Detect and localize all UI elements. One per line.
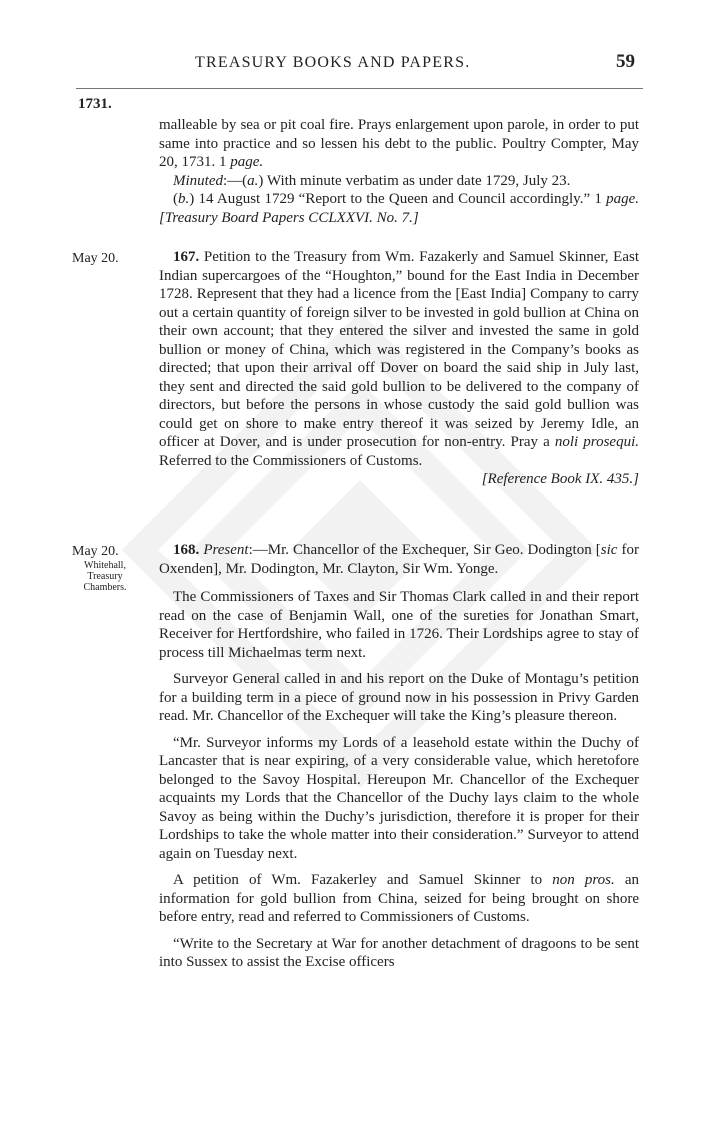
entry-168-number: 168. — [173, 542, 200, 558]
paragraph-3: “Mr. Surveyor informs my Lords of a leasehold estate within the Duchy of Lancaster that is near expiring, of a very considerable value, which heretofore belonged to the Savoy Hospital. Hereupon Mr. Chancellor of the Exchequer acquaints my Lords that the Chancellor of the Duchy lays claim to the whole Savoy as being within the Duchy’s jurisdiction, therefore it is proper for their Lordships to take the whole matter into their consideration.” Surveyor to attend again on Tuesday next. — [159, 734, 639, 862]
paragraph-4-a: A petition of Wm. Fazakerley and Samuel Skinner to — [173, 872, 553, 888]
non-pros: non pros. — [552, 872, 615, 888]
b-text: ) 14 August 1729 “Report to the Queen and Council accordingly.” 1 — [189, 191, 607, 207]
b-open: ( — [173, 191, 178, 207]
page-header — [0, 46, 720, 86]
entry-167-number: 167. — [173, 249, 200, 265]
present-label: Present — [203, 542, 249, 558]
paragraph-5: “Write to the Secretary at War for another detachment of dragoons to be sent into Sussex to assist the Excise officers — [159, 935, 639, 970]
paragraph-1: The Commissioners of Taxes and Sir Thomas Clark called in and their report read on the case of Benjamin Wall, one of the sureties for Jonathan Smart, Receiver for Hertfordshire, who failed in 1726. Their Lordships agree to stay of process till Michaelmas term next. — [159, 589, 639, 661]
entry-168 — [159, 541, 639, 972]
minuted-label: Minuted — [173, 172, 223, 189]
noli-prosequi: noli prosequi. — [554, 434, 639, 450]
minuted-a: a. — [247, 172, 259, 189]
continuation-text: malleable by sea or pit coal fire. Prays enlargement upon parole, in order to put same into practice and so lessen his debt to the public. Poultry Compter, May 20, 1731. 1 — [159, 117, 639, 170]
minuted-text: ) With minute verbatim as under date 1729, July 23. — [258, 172, 571, 189]
entry-167-reference: [Reference Book IX. 435.] — [481, 471, 639, 487]
entry-168-date: May 20. — [72, 544, 119, 559]
running-title: TREASURY BOOKS AND PAPERS. — [195, 54, 471, 71]
minuted-punct: :—( — [223, 172, 248, 189]
entry-167-text: Petition to the Treasury from Wm. Fazakerly and Samuel Skinner, East Indian supercargoes of the “Houghton,” bound for the East India in December 1728. Represent that they had a licence from the [East India] Company to carry out a certain quantity of foreign silver to be invested in gold bullion at China on their own account; that they entered the silver and invested the same in gold bullion or money of China, which was registered in the Company’s books as directed; that upon their arrival off Dover on board the said ship in July last, they sent and directed the said gold bullion to be delivered to the company of directors, but before the persons in whose custody the said gold bullion was could get on shore to make entry thereof it was seized by Jeremy Idle, an officer at Dover, and is under prosecution for non-entry. Pray a — [159, 249, 639, 450]
present-text-2: for Oxenden], Mr. Dodington, Mr. Clayton, Sir Wm. Yonge. — [159, 542, 639, 577]
page-number: 59 — [616, 51, 635, 72]
sic: sic — [600, 542, 618, 558]
paragraph-2: Surveyor General called in and his report on the Duke of Montagu’s petition for a building term in a piece of ground now in his possession in Privy Garden read. Mr. Chancellor of the Exchequer will take the King’s pleasure thereon. — [159, 671, 639, 724]
entry-168-place-1: Whitehall, — [84, 560, 126, 571]
header-divider — [76, 88, 643, 89]
entry-168-place-2: Treasury — [87, 571, 123, 582]
entry-167-text-end: Referred to the Commissioners of Customs. — [159, 452, 423, 469]
page-abbrev: page. — [230, 154, 264, 170]
entry-167-date: May 20. — [72, 251, 119, 266]
entry-168-place-3: Chambers. — [83, 582, 127, 593]
paragraph-4-b: an information for gold bullion from China, seized for being brought on shore before entry, read and referred to Commissioners of Customs. — [159, 872, 639, 925]
entry-continuation — [159, 116, 639, 227]
b-page: page. — [606, 191, 639, 207]
present-text: :—Mr. Chancellor of the Exchequer, Sir Geo. Dodington [ — [248, 542, 601, 558]
b-reference: [Treasury Board Papers CCLXXVI. No. 7.] — [159, 209, 419, 226]
entry-167 — [159, 248, 639, 489]
entry-168-margin — [72, 543, 144, 593]
margin-year: 1731. — [78, 96, 112, 112]
b-label: b. — [178, 191, 190, 207]
